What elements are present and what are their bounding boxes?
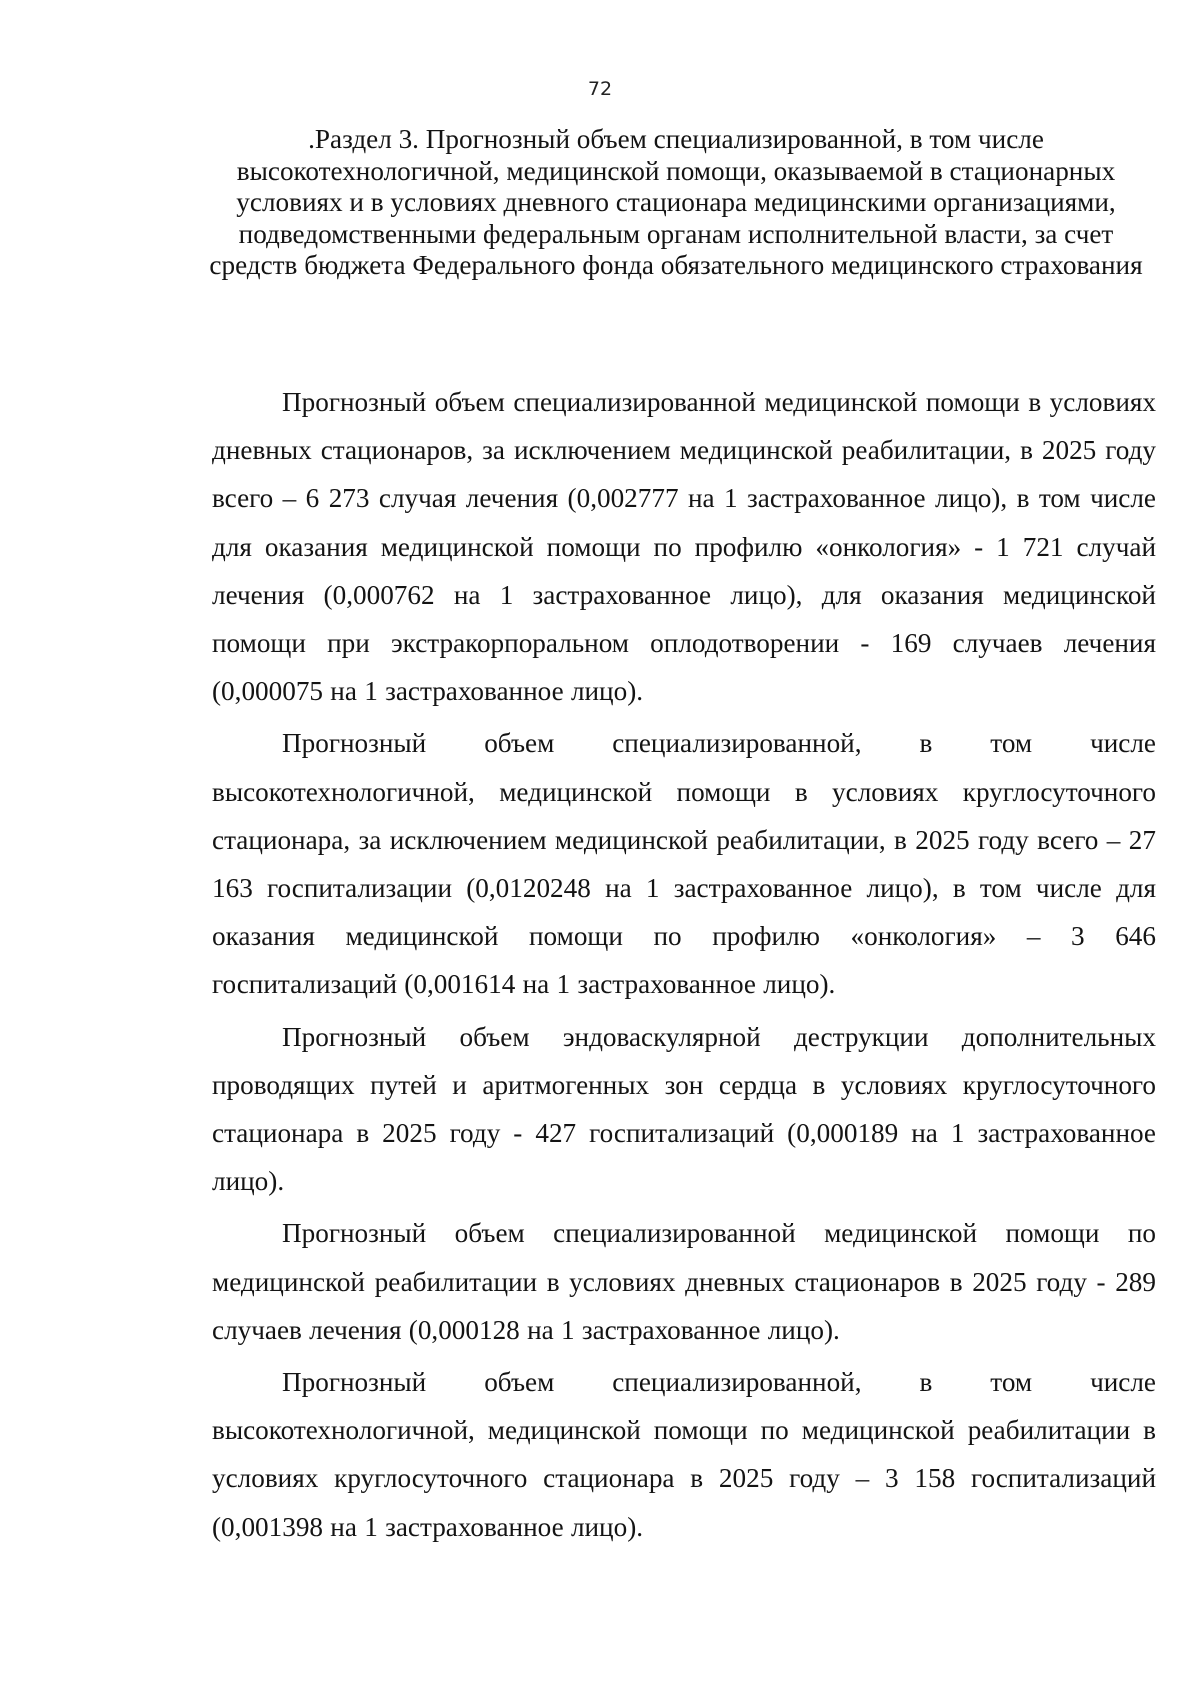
paragraph-endovascular-destruction-volume: Прогнозный объем эндоваскулярной деструкции дополнительных проводящих путей и аритмогенных зон сердца в условиях круглосуточного стационара в 2025 году - 427 госпитализаций (0,000189 на 1 застрахованное лицо). (212, 1021, 1156, 1197)
paragraph-day-hospital-volume: Прогнозный объем специализированной медицинской помощи в условиях дневных стационаров, за исключением медицинской реабилитации, в 2025 году всего – 6 273 случая лечения (0,002777 на 1 застрахованное лицо), в том числе для оказания медицинской помощи по профилю «онкология» - 1 721 случай лечения (0,000762 на 1 застрахованное лицо), для оказания медицинской помощи при экстракорпоральном оплодотворении - 169 случаев лечения (0,000075 на 1 застрахованное лицо). (212, 387, 1156, 707)
page-number: 72 (587, 78, 613, 100)
paragraph-round-the-clock-volume: Прогнозный объем специализированной, в том числе высокотехнологичной, медицинской помощи в условиях круглосуточного стационара, за исключением медицинской реабилитации, в 2025 году всего – 27 163 госпитализации (0,0120248 на 1 застрахованное лицо), в том числе для оказания медицинской помощи по профилю «онкология» – 3 646 госпитализаций (0,001614 на 1 застрахованное лицо). (212, 728, 1156, 1000)
paragraph-rehabilitation-round-the-clock-volume: Прогнозный объем специализированной, в том числе высокотехнологичной, медицинской помощи по медицинской реабилитации в условиях круглосуточного стационара в 2025 году – 3 158 госпитализаций (0,001398 на 1 застрахованное лицо). (212, 1367, 1156, 1542)
section-title: .Раздел 3. Прогнозный объем специализированной, в том числе высокотехнологичной, медицинской помощи, оказываемой в стационарных условиях и в условиях дневного стационара медицинскими организациями, подведомственными федеральным органам исполнительной власти, за счет средств бюджета Федерального фонда обязательного медицинского страхования (209, 124, 1143, 280)
paragraph-rehabilitation-day-hospital-volume: Прогнозный объем специализированной медицинской помощи по медицинской реабилитации в условиях дневных стационаров в 2025 году - 289 случаев лечения (0,000128 на 1 застрахованное лицо). (212, 1218, 1156, 1345)
body-text (212, 378, 1156, 1551)
